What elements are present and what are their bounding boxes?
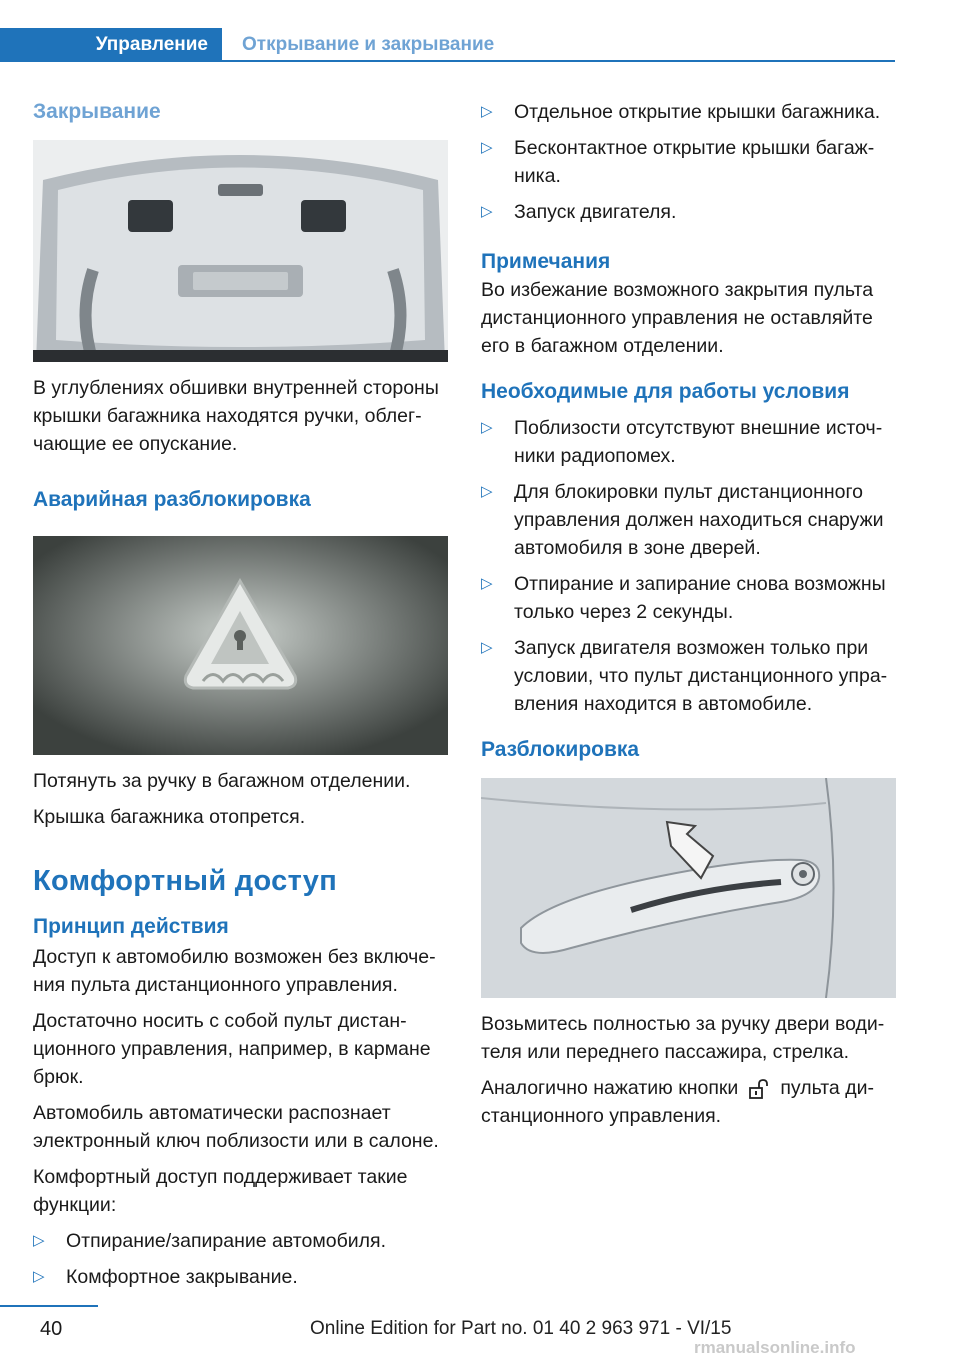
bullet-triangle-icon: ▷ [33, 1268, 45, 1285]
list-item: ▷ Отдельное открытие крышки багажника. [481, 98, 896, 126]
list-item: ▷ Комфортное закрывание. [33, 1263, 448, 1291]
comfort-functions-list-continued [481, 98, 896, 226]
bullet-triangle-icon: ▷ [481, 203, 493, 220]
bullet-triangle-icon: ▷ [481, 483, 493, 500]
comfort-functions-list [33, 1227, 448, 1291]
bullet-triangle-icon: ▷ [481, 639, 493, 656]
watermark: rmanualsonline.info [694, 1338, 856, 1357]
notes-title: Примечания [481, 250, 611, 273]
closing-title: Закрывание [33, 100, 161, 123]
unlock-icon [748, 1079, 770, 1099]
trunk-lid-image [33, 140, 448, 362]
header-tab-section[interactable]: Управление [0, 28, 222, 62]
principle-paragraph-2: Достаточно носить с собой пульт дистанционного управления, например, в кармане брюк. [33, 1010, 431, 1088]
bullet-triangle-icon: ▷ [481, 103, 493, 120]
list-item: ▷ Запуск двигателя. [481, 198, 896, 226]
bullet-triangle-icon: ▷ [481, 139, 493, 156]
principle-paragraph-1: Доступ к автомобилю возможен без включения пульта дистанционного управления. [33, 946, 436, 996]
header-divider [222, 60, 895, 62]
list-item: ▷ Поблизости отсутствуют внешние источники радиопомех. [481, 414, 896, 470]
principle-title: Принцип действия [33, 915, 229, 938]
notes-text: Во избежание возможного закрытия пульта дистанционного управления не оставляйте его в багажном отделении. [481, 279, 874, 357]
page-number: 40 [40, 1318, 63, 1340]
unlock-title: Разблокировка [481, 738, 640, 761]
list-item: ▷ Отпирание/запирание автомобиля. [33, 1227, 448, 1255]
unlock-text-1: Возьмитесь полностью за ручку двери водителя или переднего пассажира, стрелка. [481, 1013, 885, 1063]
unlock-text-2: Аналогично нажатию кнопки пульта дистанционного управления. [481, 1077, 874, 1127]
emergency-handle-image [33, 536, 448, 755]
left-column [33, 98, 448, 1299]
footer-divider [0, 1305, 98, 1307]
list-item: ▷ Бесконтактное открытие крышки багажника. [481, 134, 896, 190]
bullet-triangle-icon: ▷ [481, 419, 493, 436]
emergency-text-2: Крышка багажника отопрется. [33, 806, 306, 828]
edition-text: Online Edition for Part no. 01 40 2 963 971 - VI/15 [310, 1318, 732, 1339]
door-handle-image [481, 778, 896, 998]
closing-text: В углублениях обшивки внутренней стороны крышки багажника находятся ручки, облегчающие ее опускание. [33, 377, 439, 455]
bullet-triangle-icon: ▷ [33, 1232, 45, 1249]
list-item: ▷ Для блокировки пульт дистанционного управления должен находиться снаружи автомобиля в зоне дверей. [481, 478, 896, 562]
right-column [481, 98, 896, 1138]
conditions-list [481, 414, 896, 718]
emergency-title: Аварийная разблокировка [33, 488, 311, 511]
principle-paragraph-4: Комфортный доступ поддерживает такие функции: [33, 1166, 408, 1216]
header-tab-subsection[interactable]: Открывание и закрывание [242, 34, 495, 55]
list-item: ▷ Отпирание и запирание снова возможны только через 2 секунды. [481, 570, 896, 626]
bullet-triangle-icon: ▷ [481, 575, 493, 592]
principle-paragraph-3: Автомобиль автоматически распознает электронный ключ поблизости или в салоне. [33, 1102, 439, 1152]
comfort-access-title: Комфортный доступ [33, 865, 338, 897]
conditions-title: Необходимые для работы условия [481, 380, 850, 403]
emergency-text-1: Потянуть за ручку в багажном отделении. [33, 770, 411, 792]
list-item: ▷ Запуск двигателя возможен только при условии, что пульт дистанционного управления находится в автомобиле. [481, 634, 896, 718]
